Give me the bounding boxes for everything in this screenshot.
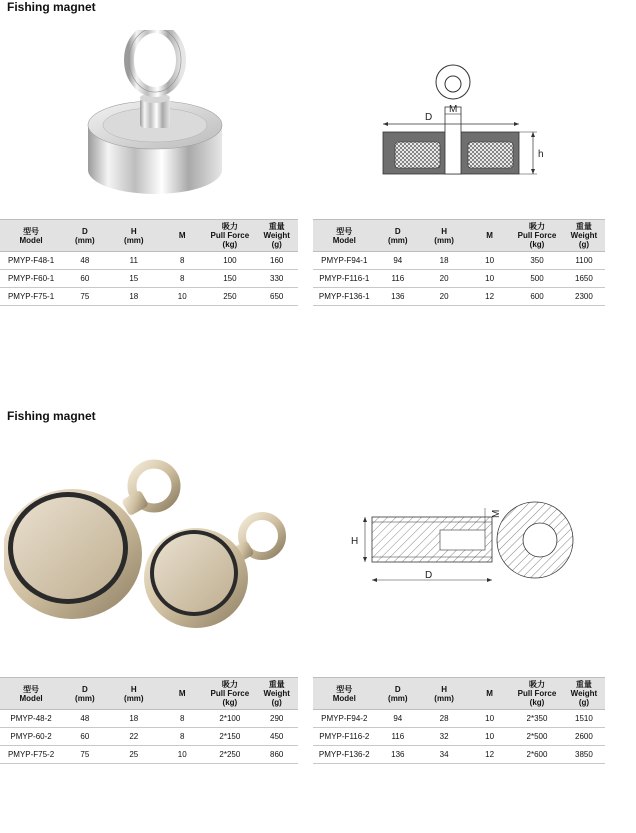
label-d: D [425, 112, 433, 123]
header-weight: 重量 Weight (g) [563, 220, 605, 252]
table-row: PMYP-48-2 48 18 8 2*100 290 [0, 710, 298, 728]
header-weight: 重量 Weight (g) [563, 678, 605, 710]
table-row: PMYP-F60-1 60 15 8 150 330 [0, 270, 298, 288]
header-h: H (mm) [108, 220, 161, 252]
label-m: M [449, 104, 458, 115]
table-header-row [313, 678, 605, 710]
header-d: D (mm) [376, 678, 421, 710]
table-row: PMYP-F116-2 116 32 10 2*500 2600 [313, 728, 605, 746]
header-pull-force: 吸力 Pull Force (kg) [204, 678, 255, 710]
spec-table [0, 677, 298, 764]
header-m: M [468, 678, 511, 710]
header-pull-force: 吸力 Pull Force (kg) [204, 220, 255, 252]
header-h: H (mm) [108, 678, 161, 710]
table-row: PMYP-F136-1 136 20 12 600 2300 [313, 288, 605, 306]
label-h: H [351, 536, 359, 547]
header-d: D (mm) [62, 678, 107, 710]
spec-table [313, 219, 605, 306]
header-model: 型号 Model [313, 678, 376, 710]
single-sided-magnet-photo [80, 30, 230, 200]
header-h: H (mm) [420, 678, 468, 710]
header-model: 型号 Model [313, 220, 376, 252]
spec-table [313, 677, 605, 764]
table-row: PMYP-F136-2 136 34 12 2*600 3850 [313, 746, 605, 764]
header-m: M [468, 220, 511, 252]
table-row: PMYP-F116-1 116 20 10 500 1650 [313, 270, 605, 288]
table-row: PMYP-F75-1 75 18 10 250 650 [0, 288, 298, 306]
label-d: D [425, 570, 433, 581]
header-weight: 重量 Weight (g) [255, 220, 298, 252]
table-header-row [0, 678, 298, 710]
header-weight: 重量 Weight (g) [255, 678, 298, 710]
table-row: PMYP-F94-1 94 18 10 350 1100 [313, 252, 605, 270]
header-m: M [160, 678, 204, 710]
double-sided-magnets-photo [4, 456, 304, 636]
header-m: M [160, 220, 204, 252]
header-pull-force: 吸力 Pull Force (kg) [511, 678, 563, 710]
header-d: D (mm) [376, 220, 421, 252]
table-row: PMYP-F94-2 94 28 10 2*350 1510 [313, 710, 605, 728]
section-title: Fishing magnet [7, 409, 96, 423]
table-header-row [0, 220, 298, 252]
table-row: PMYP-F48-1 48 11 8 100 160 [0, 252, 298, 270]
table-header-row [313, 220, 605, 252]
label-m: M [491, 509, 502, 518]
table-row: PMYP-60-2 60 22 8 2*150 450 [0, 728, 298, 746]
header-h: H (mm) [420, 220, 468, 252]
header-model: 型号 Model [0, 220, 62, 252]
header-pull-force: 吸力 Pull Force (kg) [511, 220, 563, 252]
label-h: h [538, 149, 544, 160]
section-title: Fishing magnet [7, 0, 96, 14]
header-model: 型号 Model [0, 678, 62, 710]
double-sided-dimension-drawing [345, 500, 585, 595]
spec-table [0, 219, 298, 306]
header-d: D (mm) [62, 220, 107, 252]
single-sided-dimension-drawing [375, 62, 555, 182]
table-row: PMYP-F75-2 75 25 10 2*250 860 [0, 746, 298, 764]
